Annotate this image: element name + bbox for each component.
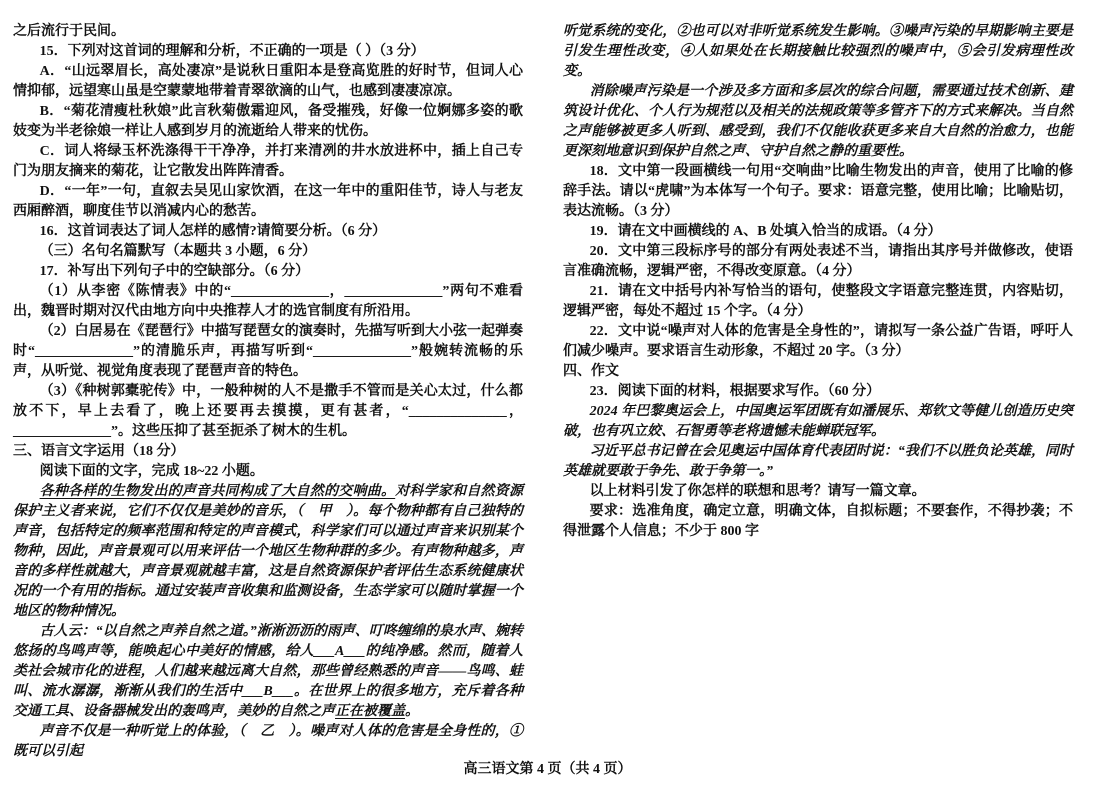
passage-paragraph-1-text: 对科学家和自然资源保护主义者来说，它们不仅仅是美妙的音乐，（ 甲 ）。每个物种都有自己独特的声音，包括特定的频率范围和特定的声音模式，科学家们可以通过声音来识别某个物种，因此，声音景观可以用来评估一个地区生物种群的多少。有声物种越多，声音的多样性就越大，声音景观就越丰富，这是自然资源保护者评估生态系统健康状况的一个有用的指标。通过安装声音收集和监测设备，生态学家可以随时掌握一个地区的物种情况。 (13, 484, 523, 619)
page-footer: 高三语文第 4 页（共 4 页） (463, 762, 632, 777)
passage-paragraph-2 (13, 622, 523, 722)
section-language-use-heading: 三、语言文字运用（18 分） (13, 444, 185, 459)
question-20: 20．文中第三段标序号的部分有两处表述不当，请指出其序号并做修改，使语言准确流畅，逻辑严密，不得改变原意。（4 分） (563, 244, 1073, 279)
question-15-option-a: A．“山远翠眉长，高处凄凉”是说秋日重阳本是登高览胜的好时节，但词人心情抑郁，远望寒山虽是空蒙蒙地带着青翠欲滴的山气，也感到凄凄凉凉。 (13, 64, 523, 99)
question-22: 22．文中说“噪声对人体的危害是全身性的”，请拟写一条公益广告语，呼吁人们减少噪声。要求语言生动形象，不超过 20 字。（3 分） (563, 324, 1073, 359)
passage-paragraph-2-text: 古人云：“以自然之声养自然之道。”淅淅沥沥的雨声、叮咚缠绵的泉水声、婉转悠扬的鸟鸣声等，能唤起心中美好的情感，给人___A___的纯净感。然而，随着人类社会城市化的进程，人们越来越远离大自然，那些曾经熟悉的声音——鸟鸣、蛙叫、流水潺潺，渐渐从我们的生活中___B___。在世界上的很多地方，充斥着各种交通工具、设备器械发出的轰鸣声，美妙的自然之声 (13, 624, 523, 719)
passage-paragraph-4: 消除噪声污染是一个涉及多方面和多层次的综合问题，需要通过技术创新、建筑设计优化、个人行为规范以及相关的法规政策等多管齐下的方式来解决。当自然之声能够被更多人听到、感受到，我们不仅能收获更多来自大自然的治愈力，也能更深刻地意识到保护自然之声、守护自然之静的重要性。 (563, 84, 1073, 159)
passage-paragraph-2-end: 。 (405, 704, 419, 719)
question-15-option-d: D．“一年”一句，直叙去吴见山家饮酒，在这一年中的重阳佳节，诗人与老友西厢醉酒，聊度佳节以消减内心的愁苦。 (13, 184, 523, 219)
continuation-text: 之后流行于民间。 (13, 24, 125, 39)
reading-instruction: 阅读下面的文字，完成 18~22 小题。 (39, 464, 264, 479)
question-19: 19．请在文中画横线的 A、B 处填入恰当的成语。（4 分） (589, 224, 942, 239)
essay-material-2: 习近平总书记曾在会见奥运中国体育代表团时说：“我们不以胜负论英雄，同时英雄就要敢于争先、敢于争第一。” (563, 444, 1073, 479)
question-17: 17．补写出下列句子中的空缺部分。（6 分） (39, 264, 310, 279)
question-21: 21．请在文中括号内补写恰当的语句，使整段文字语意完整连贯，内容贴切，逻辑严密，每处不超过 15 个字。（4 分） (563, 284, 1073, 319)
question-23: 23．阅读下面的材料，根据要求写作。（60 分） (589, 384, 881, 399)
section-3-heading: （三）名句名篇默写（本题共 3 小题，6 分） (39, 244, 317, 259)
question-15: 15．下列对这首词的理解和分析，不正确的一项是（ ）（3 分） (39, 44, 425, 59)
passage-paragraph-1 (13, 482, 523, 622)
question-15-option-b: B．“菊花清瘦杜秋娘”此言秋菊傲霜迎风，备受摧残，好像一位婀娜多姿的歌妓变为半老徐娘一样让人感到岁月的流逝给人带来的忧伤。 (13, 104, 523, 139)
essay-requirements: 要求：选准角度，确定立意，明确文体，自拟标题；不要套作，不得抄袭；不得泄露个人信息；不少于 800 字 (563, 504, 1073, 539)
underlined-phrase: 正在被覆盖 (335, 704, 405, 719)
essay-material-1: 2024 年巴黎奥运会上，中国奥运军团既有如潘展乐、郑钦文等健儿创造历史突破，也有巩立姣、石智勇等老将遗憾未能蝉联冠军。 (563, 404, 1073, 439)
underlined-sentence: 各种各样的生物发出的声音共同构成了大自然的交响曲。 (39, 484, 396, 499)
passage-paragraph-3-continuation: 听觉系统的变化，②也可以对非听觉系统发生影响。③噪声污染的早期影响主要是引发生理性改变，④人如果处在长期接触比较强烈的噪声中，⑤会引发病理性改变。 (563, 24, 1073, 79)
question-15-option-c: C．词人将绿玉杯洗涤得干干净净，并打来清冽的井水放进杯中，插上自己专门为朋友摘来的菊花，让它散发出阵阵清香。 (13, 144, 523, 179)
question-17-part-3: （3）《种树郭橐驼传》中，一般种树的人不是撒手不管而是关心太过，什么都放不下，早上去看了，晚上还要再去摸摸，更有甚者，“______________，______________”。这些压抑了甚至扼杀了树木的生机。 (13, 384, 523, 439)
passage-paragraph-3: 声音不仅是一种听觉上的体验，（ 乙 ）。噪声对人体的危害是全身性的，①既可以引起 (13, 724, 523, 759)
question-16: 16．这首词表达了词人怎样的感情?请简要分析。（6 分） (39, 224, 387, 239)
question-17-part-1: （1）从李密《陈情表》中的“______________，______________”两句不难看出，魏晋时期对汉代由地方向中央推荐人才的选官制度有所沿用。 (13, 284, 523, 319)
question-18: 18．文中第一段画横线一句用“交响曲”比喻生物发出的声音，使用了比喻的修辞手法。请以“虎啸”为本体写一个句子。要求：语意完整，使用比喻；比喻贴切，表达流畅。（3 分） (563, 164, 1073, 219)
section-essay-heading: 四、作文 (563, 364, 619, 379)
right-column (563, 22, 1073, 542)
question-17-part-2: （2）白居易在《琵琶行》中描写琵琶女的演奏时，先描写听到大小弦一起弹奏时“______________”的清脆乐声，再描写听到“______________”般婉转流畅的乐声，从听觉、视觉角度表现了琵琶声音的特色。 (13, 324, 523, 379)
essay-prompt: 以上材料引发了你怎样的联想和思考？请写一篇文章。 (589, 484, 926, 499)
left-column (13, 22, 523, 762)
